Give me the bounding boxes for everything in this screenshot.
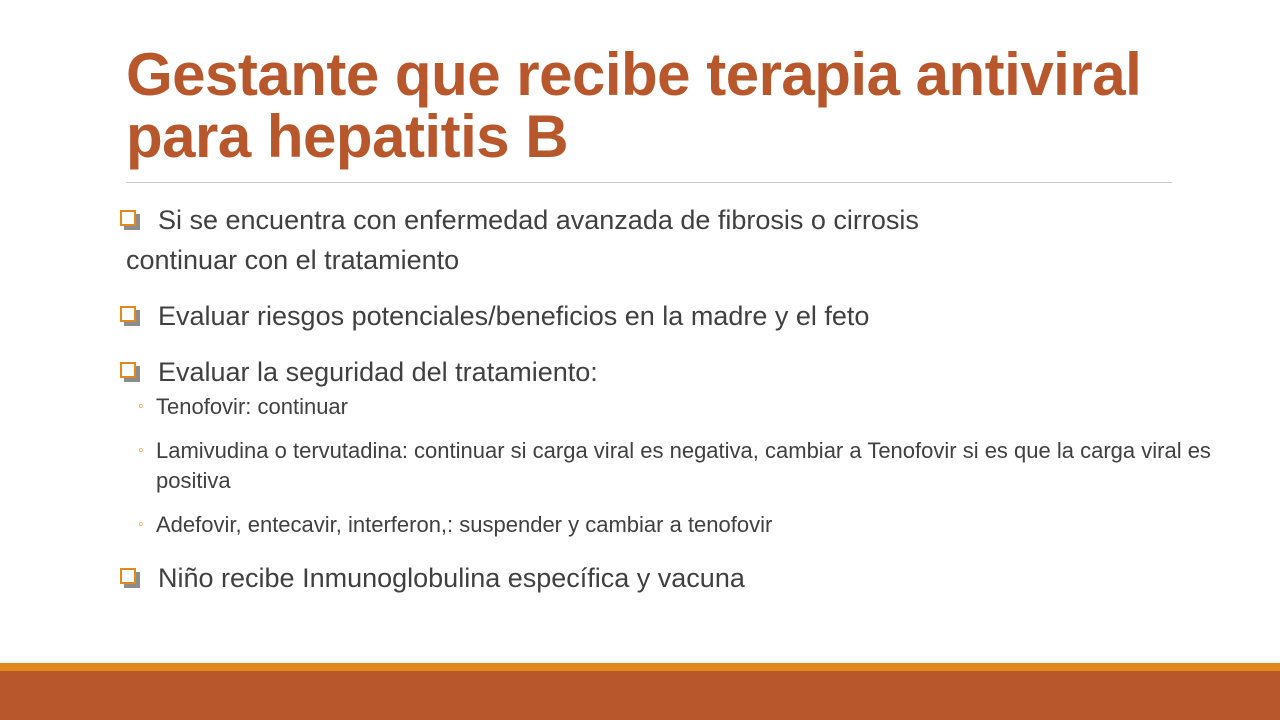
bullet-text: Evaluar la seguridad del tratamiento: <box>158 357 598 387</box>
bullet-text: Evaluar riesgos potenciales/beneficios en la madre y el feto <box>158 301 870 331</box>
sub-bullet-item <box>118 392 1238 422</box>
circle-bullet-icon: ◦ <box>138 516 144 533</box>
bullet-text-continuation: continuar con el tratamiento <box>126 245 460 275</box>
footer-band <box>0 671 1280 720</box>
sub-bullet-text: Lamivudina o tervutadina: continuar si carga viral es negativa, cambiar a Tenofovir si es que la carga viral es positiva <box>156 438 1211 493</box>
checkbox-square-icon <box>120 306 138 324</box>
checkbox-square-icon <box>120 362 138 380</box>
checkbox-square-icon <box>120 568 138 586</box>
sub-bullet-text: Tenofovir: continuar <box>156 394 348 419</box>
checkbox-square-icon <box>120 210 138 228</box>
slide-content <box>118 200 1238 598</box>
circle-bullet-icon: ◦ <box>138 442 144 459</box>
bullet-item-child-immunoglobulin <box>118 558 1238 598</box>
title-divider <box>126 182 1172 183</box>
sub-bullet-item <box>118 510 1238 540</box>
bullet-item-advanced-disease <box>118 200 1238 280</box>
bullet-text: Niño recibe Inmunoglobulina específica y vacuna <box>158 563 745 593</box>
footer-accent-stripe <box>0 663 1280 671</box>
sub-bullet-text: Adefovir, entecavir, interferon,: suspender y cambiar a tenofovir <box>156 512 773 537</box>
circle-bullet-icon: ◦ <box>138 398 144 415</box>
sub-bullet-item <box>118 436 1238 496</box>
bullet-text: Si se encuentra con enfermedad avanzada de fibrosis o cirrosis <box>158 205 919 235</box>
bullet-item-evaluate-risks <box>118 296 1238 336</box>
slide-title: Gestante que recibe terapia antiviral para hepatitis B <box>126 41 1142 170</box>
bullet-item-evaluate-safety <box>118 352 1238 392</box>
